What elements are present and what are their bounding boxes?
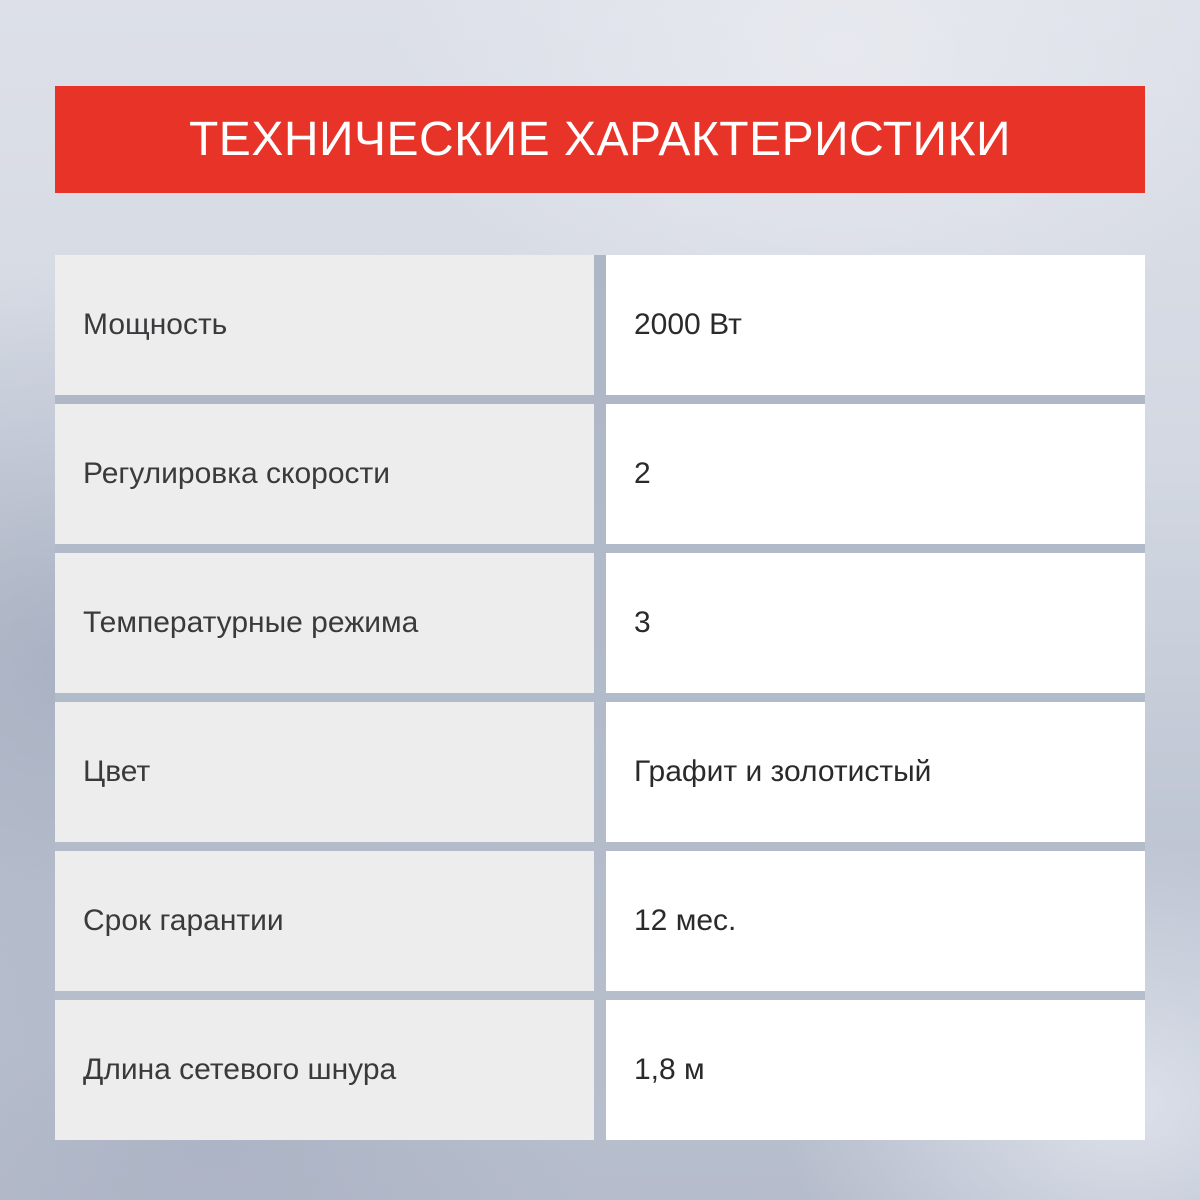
spec-value-power: 2000 Вт [606,255,1145,395]
spec-table [55,255,1145,1140]
spec-value-color: Графит и золотистый [606,702,1145,842]
spec-value-speed-settings: 2 [606,404,1145,544]
spec-label-warranty: Срок гарантии [55,851,594,991]
spec-value-temperature-modes: 3 [606,553,1145,693]
spec-label-speed-settings: Регулировка скорости [55,404,594,544]
spec-label-color: Цвет [55,702,594,842]
title-banner [55,86,1145,193]
spec-value-warranty: 12 мес. [606,851,1145,991]
spec-value-cord-length: 1,8 м [606,1000,1145,1140]
page-title: ТЕХНИЧЕСКИЕ ХАРАКТЕРИСТИКИ [188,113,1011,166]
spec-label-cord-length: Длина сетевого шнура [55,1000,594,1140]
spec-label-power: Мощность [55,255,594,395]
spec-label-temperature-modes: Температурные режима [55,553,594,693]
